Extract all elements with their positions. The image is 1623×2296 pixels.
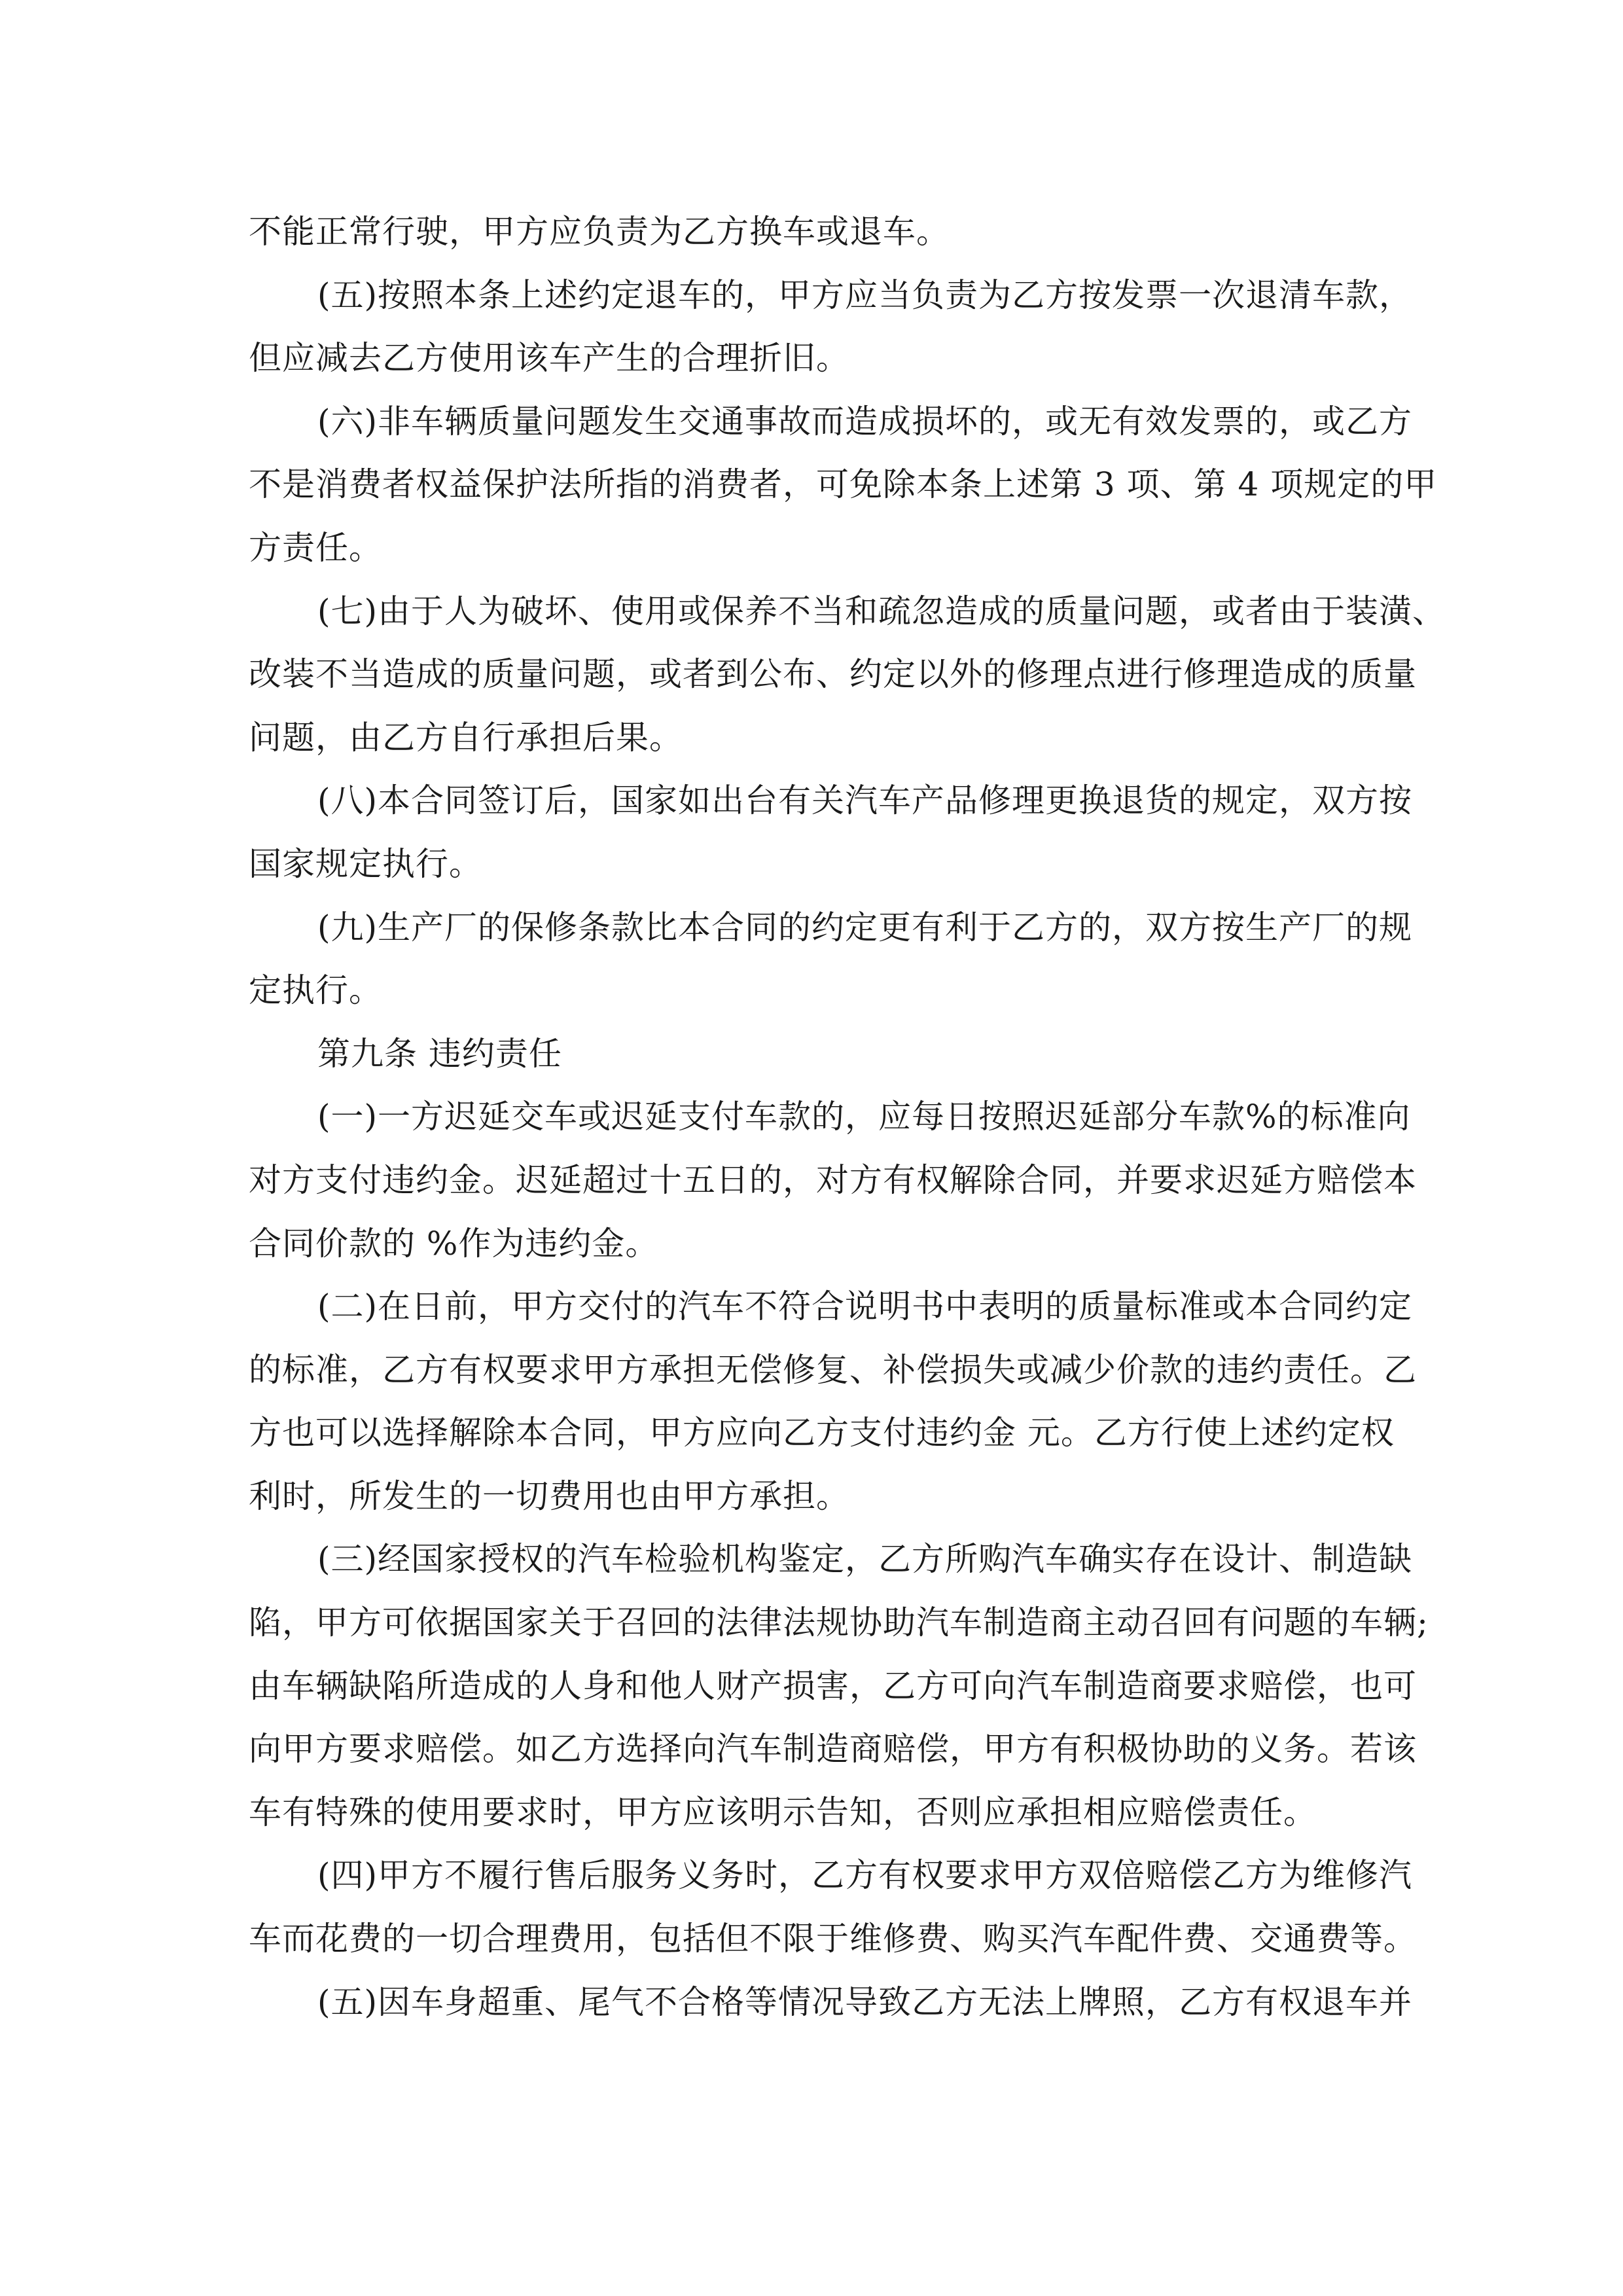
paragraph [249,1022,1374,1086]
text-line: 的标准，乙方有权要求甲方承担无偿修复、补偿损失或减少价款的违约责任。乙 [249,1350,1417,1389]
paragraph [249,1085,1417,1275]
text-line: 车有特殊的使用要求时，甲方应该明示告知，否则应承担相应赔偿责任。 [249,1793,1317,1831]
text-line: 第九条 违约责任 [317,1034,562,1073]
text-line: 向甲方要求赔偿。如乙方选择向汽车制造商赔偿，甲方有积极协助的义务。若该 [249,1730,1417,1768]
paragraph [249,1275,1417,1528]
paragraph [249,896,1413,1022]
text-line: 不能正常行驶，甲方应负责为乙方换车或退车。 [249,213,950,251]
text-line: 陷，甲方可依据国家关于召回的法律法规协助汽车制造商主动召回有问题的车辆; [249,1604,1429,1642]
text-line: 定执行。 [249,971,382,1010]
text-line: (九)生产厂的保修条款比本合同的约定更有利于乙方的，双方按生产厂的规 [317,908,1413,946]
text-line: 改装不当造成的质量问题，或者到公布、约定以外的修理点进行修理造成的质量 [249,655,1417,694]
text-line: 方责任。 [249,528,382,567]
text-line: 对方支付违约金。迟延超过十五日的，对方有权解除合同，并要求迟延方赔偿本 [249,1160,1417,1199]
text-line: (三)经国家授权的汽车检验机构鉴定，乙方所购汽车确实存在设计、制造缺 [317,1540,1413,1579]
paragraph [249,1971,1413,2034]
text-line: (五)按照本条上述约定退车的，甲方应当负责为乙方按发票一次退清车款， [317,276,1413,314]
text-line: 车而花费的一切合理费用，包括但不限于维修费、购买汽车配件费、交通费等。 [249,1920,1417,1958]
text-line: 合同价款的 %作为违约金。 [249,1224,659,1263]
paragraph [249,264,1413,390]
text-line: (八)本合同签订后，国家如出台有关汽车产品修理更换退货的规定，双方按 [317,781,1413,820]
text-line: (五)因车身超重、尾气不合格等情况导致乙方无法上牌照，乙方有权退车并 [317,1982,1413,2021]
text-line: (四)甲方不履行售后服务义务时，乙方有权要求甲方双倍赔偿乙方为维修汽 [317,1856,1413,1895]
text-line: (七)由于人为破坏、使用或保养不当和疏忽造成的质量问题，或者由于装潢、 [317,592,1446,630]
text-line: 由车辆缺陷所造成的人身和他人财产损害，乙方可向汽车制造商要求赔偿，也可 [249,1666,1417,1705]
text-line: 利时，所发生的一切费用也由甲方承担。 [249,1477,849,1515]
text-line: (二)在日前，甲方交付的汽车不符合说明书中表明的质量标准或本合同约定 [317,1287,1413,1326]
text-line: 问题，由乙方自行承担后果。 [249,718,683,757]
text-line: 不是消费者权益保护法所指的消费者，可免除本条上述第 3 项、第 4 项规定的甲 [249,465,1438,504]
text-line: 但应减去乙方使用该车产生的合理折旧。 [249,339,849,378]
paragraph [249,200,1374,264]
text-line: 国家规定执行。 [249,844,482,883]
paragraph [249,1844,1417,1970]
paragraph [249,390,1438,580]
text-line: (一)一方迟延交车或迟延支付车款的，应每日按照迟延部分车款%的标准向 [317,1098,1411,1136]
text-line: (六)非车辆质量问题发生交通事故而造成损坏的，或无有效发票的，或乙方 [317,402,1413,440]
paragraph [249,1528,1429,1844]
text-line: 方也可以选择解除本合同，甲方应向乙方支付违约金 元。乙方行使上述约定权 [249,1414,1395,1452]
paragraph [249,769,1413,895]
paragraph [249,580,1446,770]
